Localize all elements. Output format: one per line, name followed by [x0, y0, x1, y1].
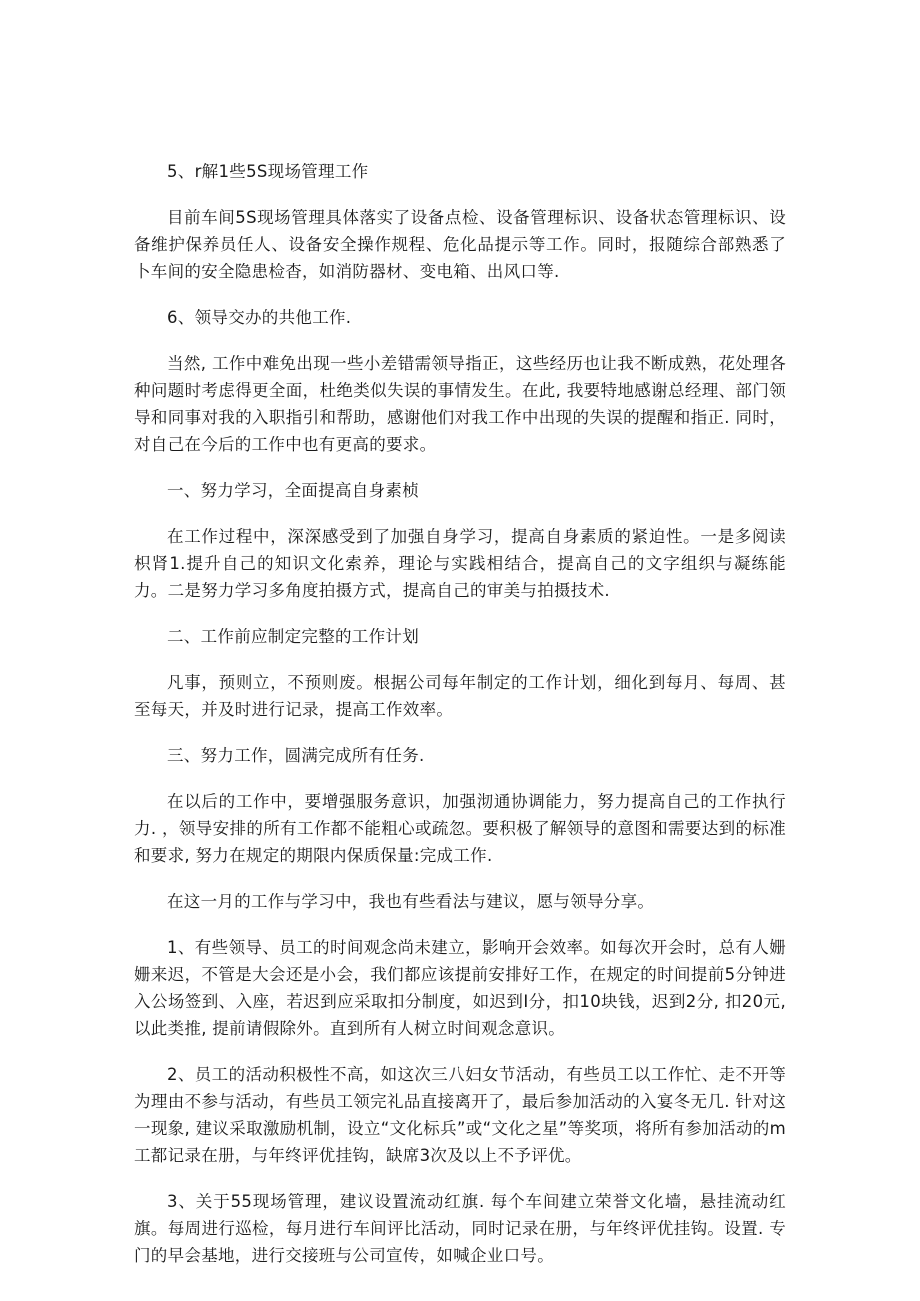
paragraph-study: 在工作过程中，深深感受到了加强自身学习，提高自身素质的紧迫性。一是多阅读枳肾1.提升自己的知识文化索养，理论与实践相结合，提高自己的文字组织与凝练能力。二是努力学习多角度拍摄方式，提高自己的审美与拍摄技术. [134, 527, 786, 600]
paragraph-suggestion-1: 1、有些领导、员工的时间观念尚未建立，影响开会效率。如每次开会时，总有人姗姗来迟，不管是大会还是小会，我们都应该提前安排好工作，在规定的时间提前5分钟进入公场签到、入座，若迟到应采取扣分制度，如迟到I分，扣10块钱，迟到2分, 扣20元, 以此类推, 提前请假除外。直到所有人树立时间观念意识。 [134, 938, 792, 1038]
section-heading-work: 三、努力工作，圆满完成所有任务. [167, 746, 425, 765]
paragraph-suggestion-2: 2、员工的活动积极性不高，如这次三八妇女节活动，有些员工以工作忙、走不开等为理由不参与活动，有些员工领完礼品直接离开了，最后参加活动的入宴冬无几. 针对这一现象, 建议采取激励机制，设立“文化标兵”或“文化之星”等奖项，将所有参加活动的m工都记录在册，与年终评优挂钩，缺席3次及以上不予评优。 [134, 1065, 786, 1165]
paragraph-work: 在以后的工作中，要增强服务意识，加强沏通协调能力，努力提高自己的工作执行力. ，领导安排的所有工作都不能粗心或疏忽。要积极了解领导的意图和需要达到的标准和要求, 努力在规定的期限内保质保量:完成工作. [134, 792, 786, 865]
paragraph-suggestions-intro: 在这一月的工作与学习中，我也有些看法与建议，愿与领导分享。 [167, 892, 655, 911]
section-heading-study: 一、努力学习，全面提高自身素桢 [167, 481, 419, 500]
section-heading-5: 5、r解1些5S现场管理工作 [167, 162, 369, 181]
paragraph-reflection: 当然, 工作中难免出现一些小差错需领导指正，这些经历也让我不断成熟，花处理各种问题时考虑得更全面，杜绝类似失误的事情发生。在此, 我要特地感谢总经理、部门领导和同事对我的入职指引和帮助，感谢他们对我工作中出现的失误的提醒和指正. 同时，对自己在今后的工作中也有更高的要求。 [134, 354, 786, 454]
section-heading-plan: 二、工作前应制定完整的工作计划 [167, 627, 419, 646]
paragraph-suggestion-3: 3、关于55现场管理，建议设置流动红旗. 每个车间建立荣誉文化墙，悬挂流动红旗。每周进行巡检，每月进行车间评比活动，同时记录在册，与年终评优挂钩。设置. 专门的早会基地，进行交接班与公司宣传，如喊企业口号。 [134, 1192, 786, 1265]
paragraph-5s-management: 目前车间5S现场管理具体落实了设备点检、设备管理标识、设备状态管理标识、设备维护保养员任人、设备安全操作规程、危化品提示等工作。同时，报随综合部熟悉了卜车间的安全隐患检杳，如消防器材、变电箱、出风口等. [134, 208, 786, 281]
section-heading-6: 6、领导交办的共他工作. [167, 308, 352, 327]
paragraph-plan: 凡事，预则立，不预则废。根据公司每年制定的工作计划，细化到每月、每周、甚至每天，并及时进行记录，提高工作效率。 [134, 673, 786, 719]
document-body [134, 158, 792, 1288]
